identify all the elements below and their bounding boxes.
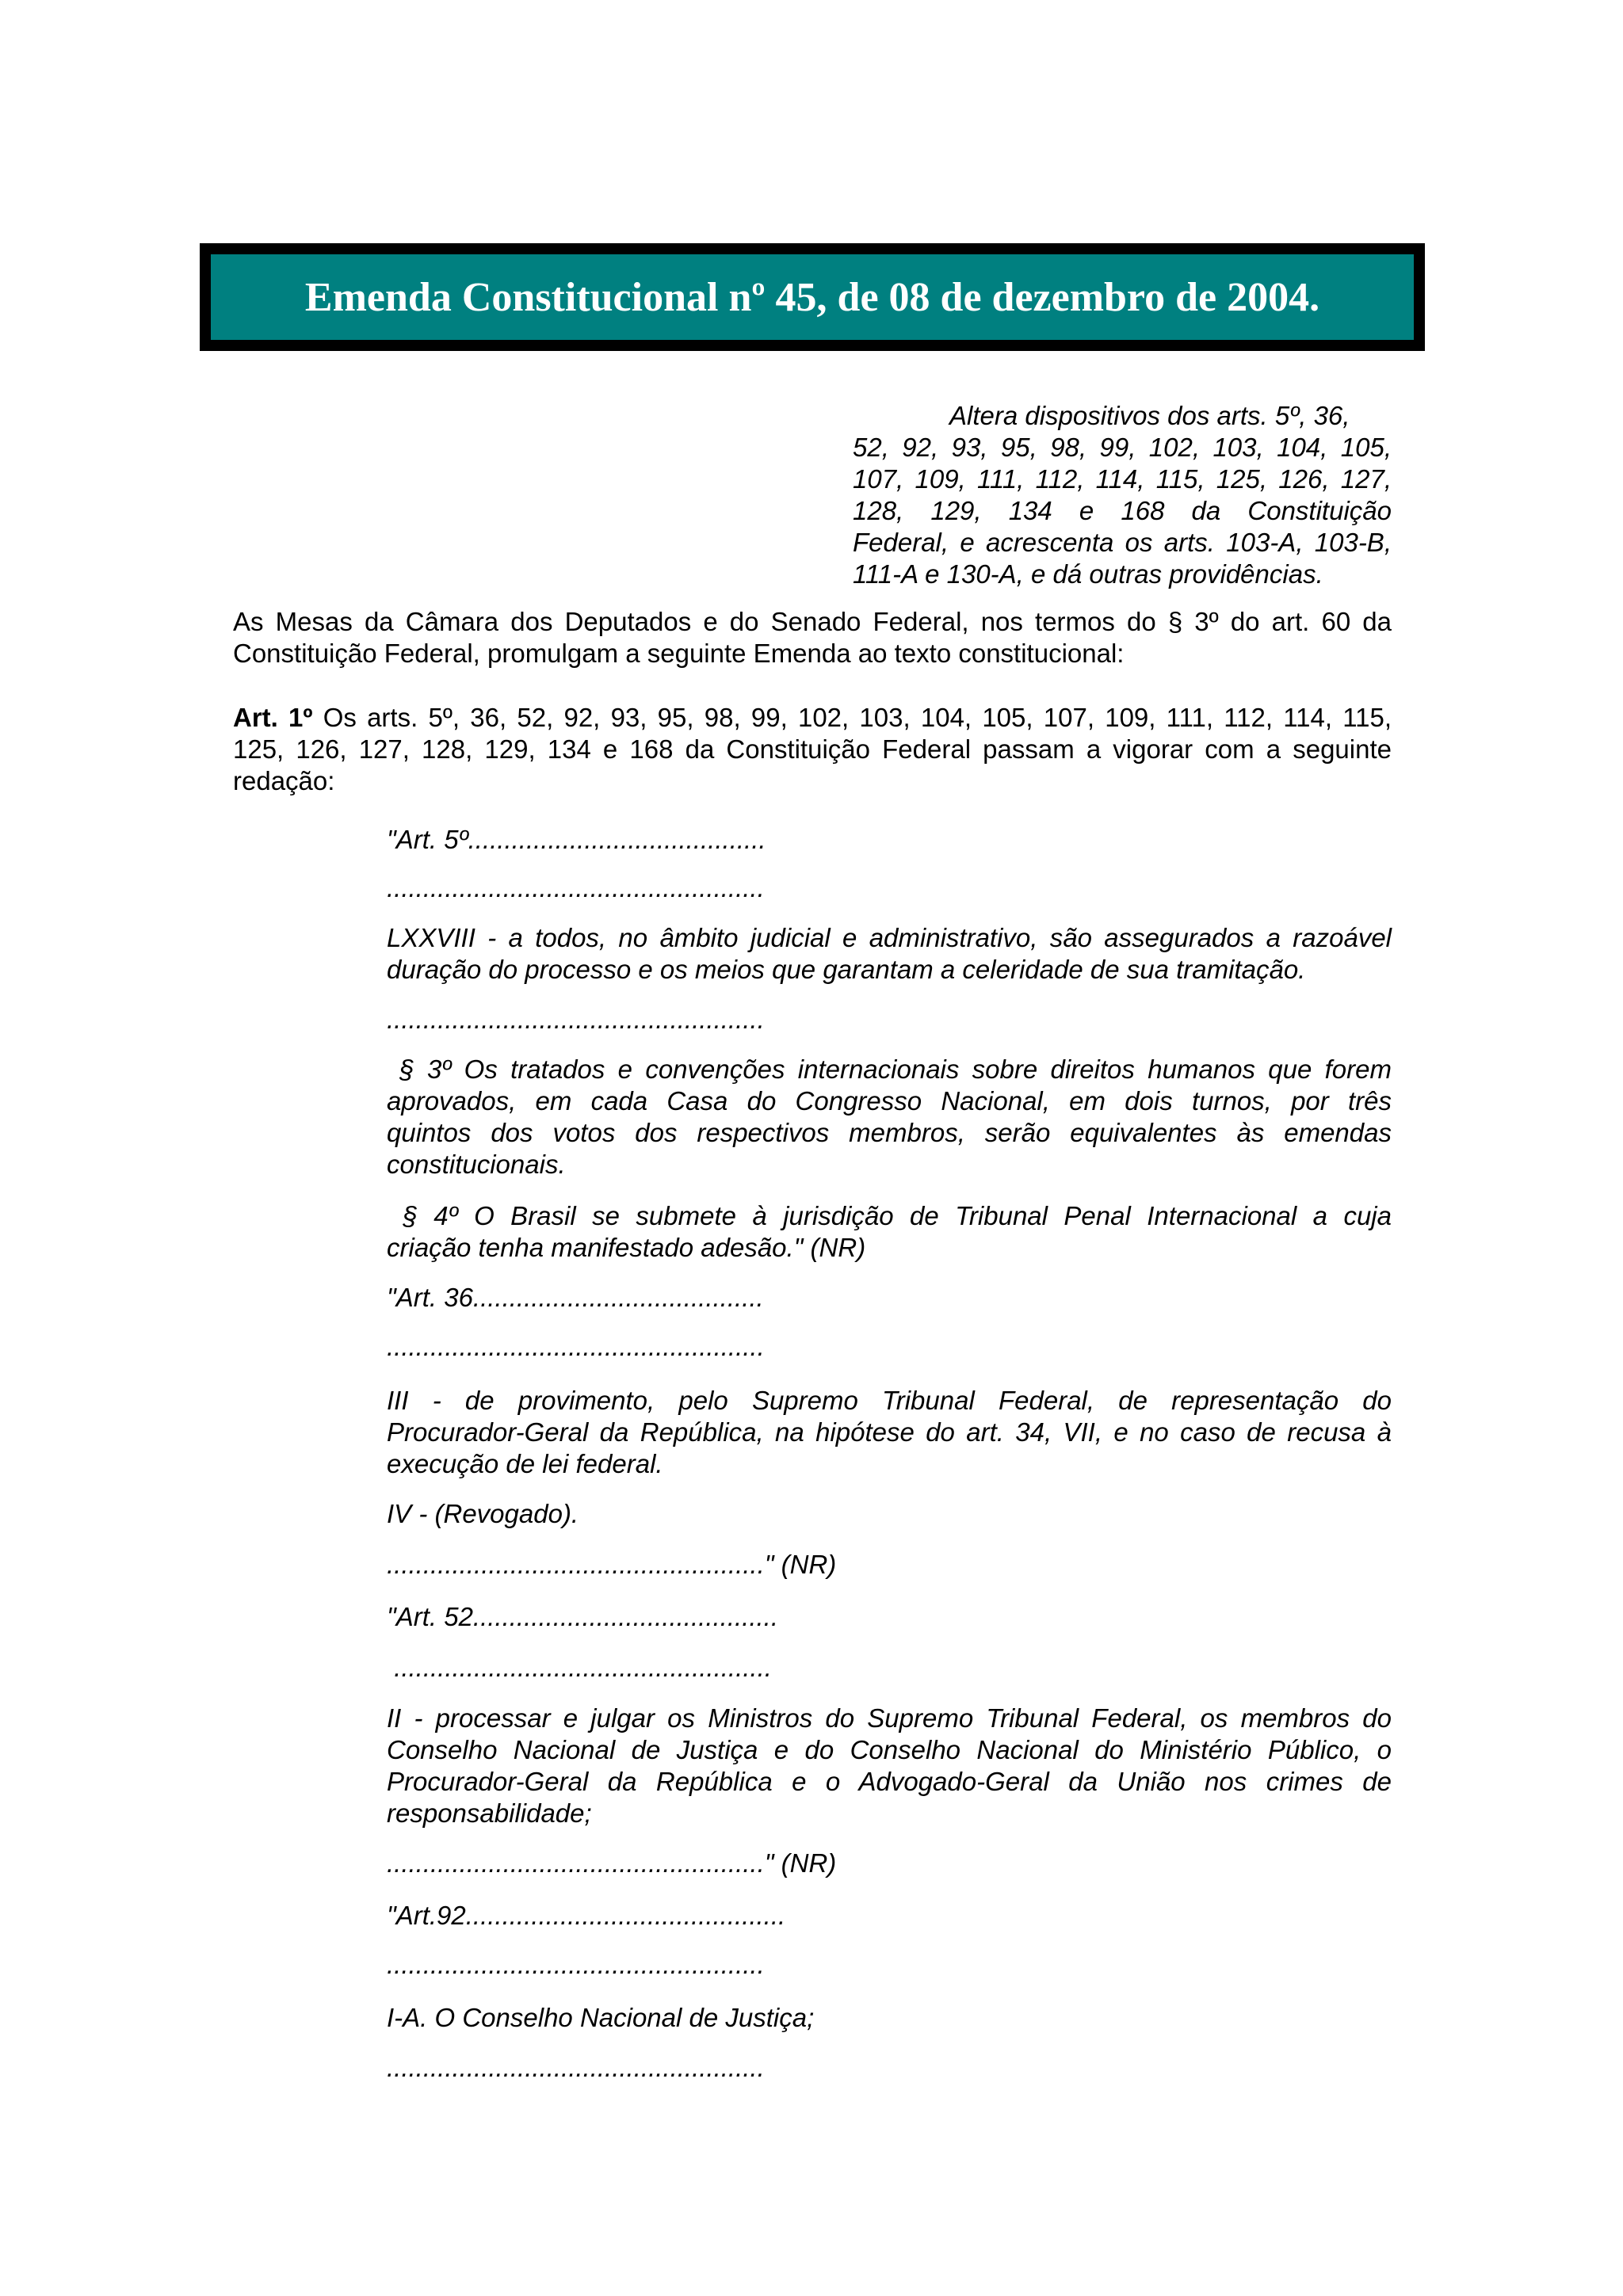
- item-iv: IV - (Revogado).: [387, 1499, 579, 1528]
- ellipsis-line: ....................................................: [387, 2053, 765, 2082]
- item-lxxviii-line: duração do processo e os meios que garantam a celeridade de sua tramitação.: [387, 955, 1306, 984]
- article-1-label: Art. 1º: [233, 703, 313, 732]
- art36-heading: "Art. 36........................................: [387, 1283, 764, 1312]
- paragraph-3-line: § 3º Os tratados e convenções internacionais sobre direitos humanos que forem: [387, 1055, 1392, 1084]
- ellipsis-line: ....................................................: [387, 873, 765, 902]
- article-1-text: Os arts. 5º, 36, 52, 92, 93, 95, 98, 99, 102, 103, 104, 105, 107, 109, 111, 112, 114, 115,: [312, 703, 1392, 732]
- ementa-line: 107, 109, 111, 112, 114, 115, 125, 126, 127,: [853, 464, 1392, 494]
- item-ii-line: Procurador-Geral da República e o Advogado-Geral da União nos crimes de: [387, 1767, 1392, 1796]
- art52-heading: "Art. 52..........................................: [387, 1602, 779, 1631]
- ementa-line: 111-A e 130-A, e dá outras providências.: [853, 559, 1323, 589]
- item-ia: I-A. O Conselho Nacional de Justiça;: [387, 2003, 815, 2032]
- ellipsis-line: ....................................................: [387, 1332, 765, 1361]
- ementa-line: 52, 92, 93, 95, 98, 99, 102, 103, 104, 105,: [853, 433, 1392, 462]
- title-banner-fill: [211, 254, 1414, 340]
- article-1-line: 125, 126, 127, 128, 129, 134 e 168 da Constituição Federal passam a vigorar com a seguinte: [233, 734, 1392, 764]
- paragraph-3-line: aprovados, em cada Casa do Congresso Nacional, em dois turnos, por três: [387, 1086, 1392, 1116]
- paragraph-3-line: constitucionais.: [387, 1150, 566, 1179]
- article-1-line: redação:: [233, 766, 335, 795]
- item-ii-line: Conselho Nacional de Justiça e do Conselho Nacional do Ministério Público, o: [387, 1735, 1392, 1764]
- article-1-line: [233, 702, 1392, 734]
- preamble-line: As Mesas da Câmara dos Deputados e do Senado Federal, nos termos do § 3º do art. 60 da: [233, 607, 1392, 636]
- art92-heading: "Art.92............................................: [387, 1901, 786, 1930]
- item-ii-line: II - processar e julgar os Ministros do Supremo Tribunal Federal, os membros do: [387, 1703, 1392, 1733]
- document-title: Emenda Constitucional nº 45, de 08 de dezembro de 2004.: [304, 274, 1320, 320]
- ementa-line: 128, 129, 134 e 168 da Constituição: [853, 496, 1392, 525]
- item-ii-line: responsabilidade;: [387, 1798, 592, 1828]
- ellipsis-line: ....................................................: [387, 1653, 772, 1682]
- preamble-line: Constituição Federal, promulgam a seguinte Emenda ao texto constitucional:: [233, 639, 1125, 668]
- art5-heading: "Art. 5º.........................................: [387, 825, 766, 854]
- item-lxxviii-line: LXXVIII - a todos, no âmbito judicial e administrativo, são assegurados a razoável: [387, 923, 1392, 952]
- ellipsis-nr-line: ...................................................." (NR): [387, 1848, 837, 1878]
- ementa-line: Altera dispositivos dos arts. 5º, 36,: [949, 401, 1350, 430]
- item-iii-line: execução de lei federal.: [387, 1449, 663, 1478]
- item-iii-line: Procurador-Geral da República, na hipótese do art. 34, VII, e no caso de recusa à: [387, 1417, 1392, 1447]
- ellipsis-line: ....................................................: [387, 1005, 765, 1034]
- ellipsis-line: ....................................................: [387, 1950, 765, 1979]
- ellipsis-nr-line: ...................................................." (NR): [387, 1550, 837, 1579]
- paragraph-4-line: criação tenha manifestado adesão." (NR): [387, 1233, 866, 1262]
- paragraph-3-line: quintos dos votos dos respectivos membros, serão equivalentes às emendas: [387, 1118, 1392, 1147]
- title-banner: [200, 243, 1425, 351]
- paragraph-4-line: § 4º O Brasil se submete à jurisdição de Tribunal Penal Internacional a cuja: [387, 1201, 1392, 1230]
- ementa-line: Federal, e acrescenta os arts. 103-A, 103-B,: [853, 528, 1392, 557]
- item-iii-line: III - de provimento, pelo Supremo Tribunal Federal, de representação do: [387, 1386, 1392, 1415]
